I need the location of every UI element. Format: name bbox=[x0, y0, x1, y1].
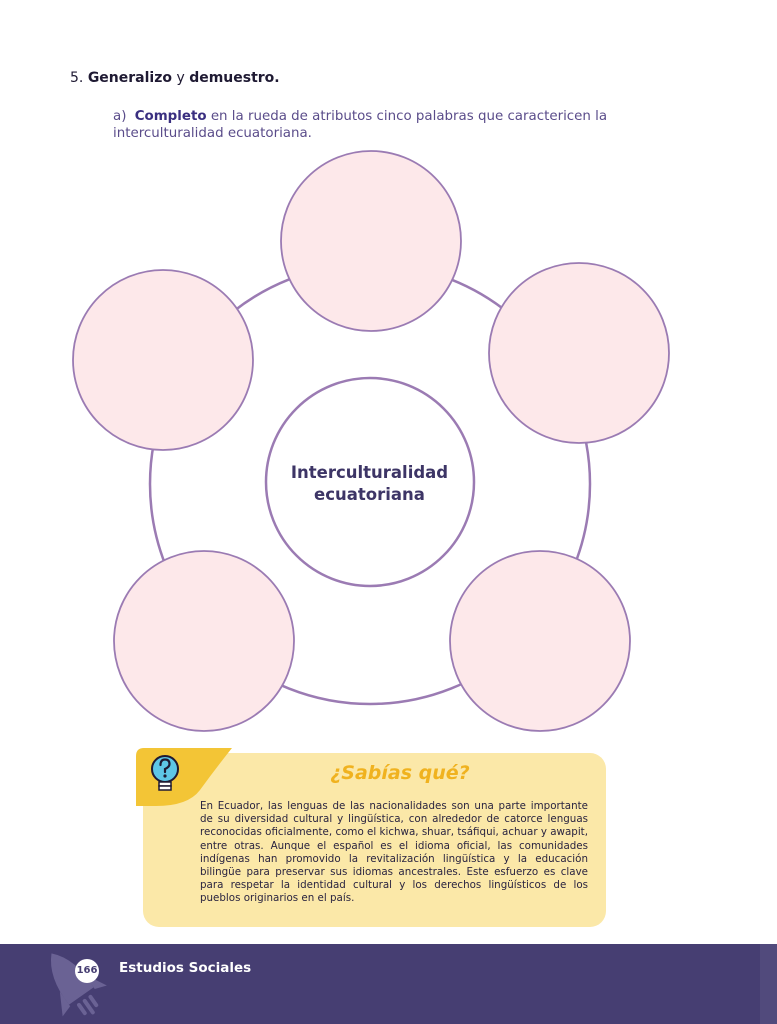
question-verb-generalizo: Generalizo bbox=[87, 70, 172, 86]
answer-circle-2[interactable] bbox=[489, 263, 669, 443]
did-you-know-title: ¿Sabías qué? bbox=[330, 762, 470, 784]
subquestion-text: en la rueda de atributos cinco palabras que caractericen la interculturalidad ecuatoriana. bbox=[113, 109, 608, 141]
answer-circle-3[interactable] bbox=[450, 551, 630, 731]
page-number-badge: 166 bbox=[75, 959, 99, 983]
subquestion-keyword: Completo bbox=[134, 109, 207, 124]
footer-subject: Estudios Sociales bbox=[119, 960, 252, 976]
center-label-line-2: ecuatoriana bbox=[314, 485, 425, 504]
did-you-know-text: En Ecuador, las lenguas de las nacionalidades son una parte importante de su diversidad cultural y lingüística, con alrededor de catorce lenguas reconocidas oficialmente, como el kichwa, shuar, tsáfiqui, achuar y awapit, entre otras. Aunque el español es el idioma oficial, las comunidades indígenas han promovido la revitalización lingüística y la educación bilingüe para preservar sus idiomas ancestrales. Este esfuerzo es clave para respetar la identidad cultural y los derechos lingüísticos de los pueblos originarios en el país. bbox=[200, 800, 588, 905]
question-verb-demuestro: demuestro. bbox=[189, 70, 280, 86]
question-number: 5. bbox=[70, 70, 84, 86]
rocket-icon bbox=[30, 942, 120, 1024]
wheel-center-label bbox=[264, 462, 475, 506]
answer-circle-1[interactable] bbox=[281, 151, 461, 331]
answer-circle-5[interactable] bbox=[73, 270, 253, 450]
subquestion-label: a) bbox=[113, 109, 127, 124]
center-label-line-1: Interculturalidad bbox=[290, 463, 449, 482]
footer-stripe bbox=[760, 944, 777, 1024]
answer-circle-4[interactable] bbox=[114, 551, 294, 731]
question-connector: y bbox=[176, 70, 185, 86]
